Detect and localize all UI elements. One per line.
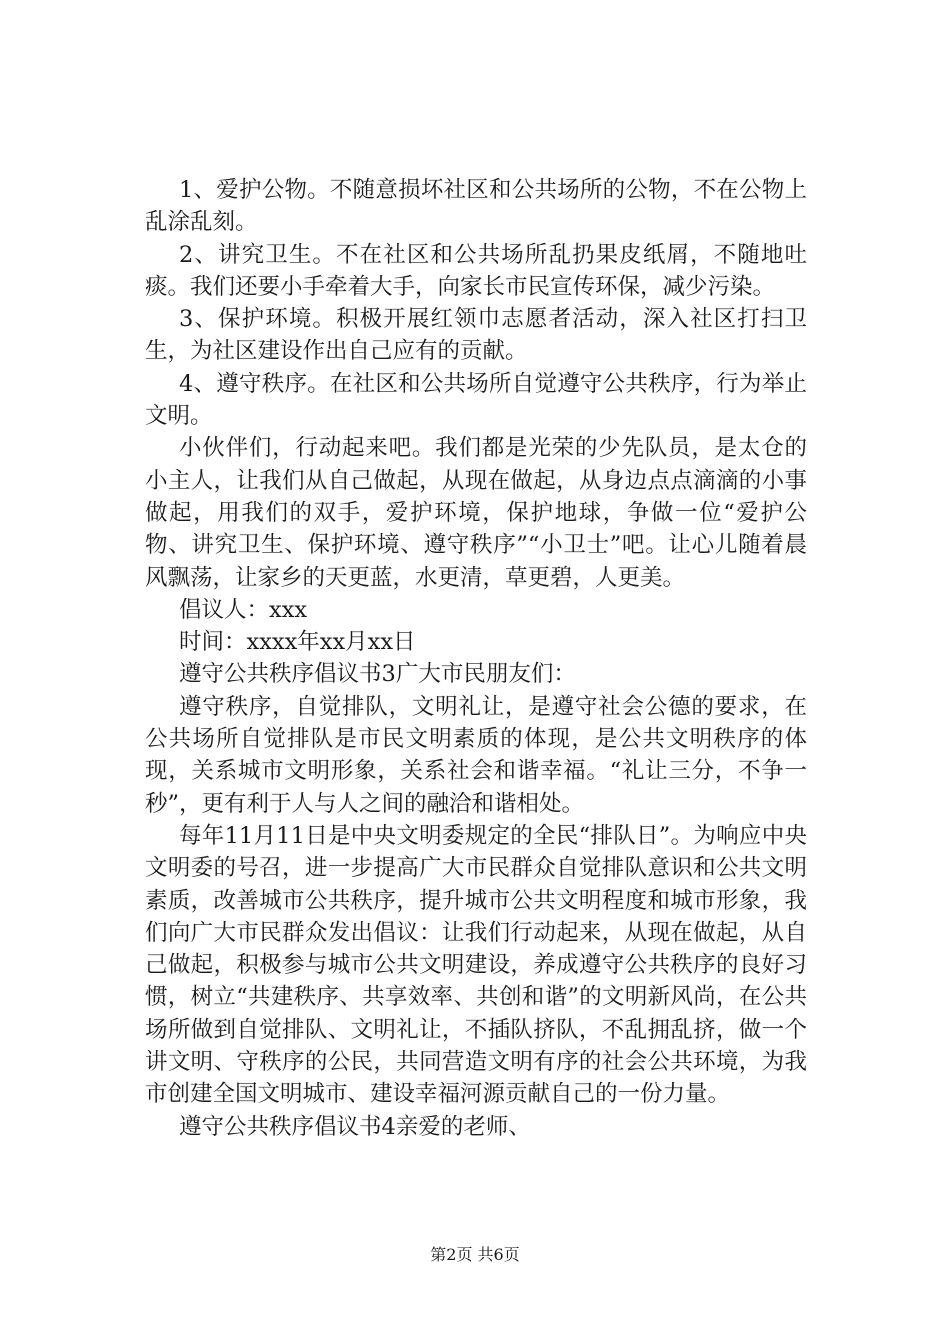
- section-heading-3: 遵守公共秩序倡议书3广大市民朋友们：: [179, 661, 576, 688]
- paragraph-item-1: 1、爱护公物。不随意损坏社区和公共场所的公物，不在公物上乱涂乱刻。: [145, 177, 807, 236]
- paragraph-item-3: 3、保护环境。积极开展红领巾志愿者活动，深入社区打扫卫生，为社区建设作出自己应有的贡献。: [145, 306, 807, 365]
- page-footer: 第2页 共6页: [430, 1245, 520, 1264]
- initiator-line: 倡议人：xxx: [179, 596, 308, 623]
- paragraph-item-4: 4、遵守秩序。在社区和公共场所自觉遵守公共秩序，行为举止文明。: [145, 370, 807, 430]
- paragraph-queue-intro: 遵守秩序，自觉排队，文明礼让，是遵守社会公德的要求，在公共场所自觉排队是市民文明素质的体现，是公共文明秩序的体现，关系城市文明形象，关系社会和谐幸福。“礼让三分，不争一秒”，更有利于人与人之间的融洽和谐相处。: [145, 693, 807, 817]
- section-heading-4: 遵守公共秩序倡议书4亲爱的老师、: [179, 1113, 531, 1140]
- paragraph-queue-day: 每年11月11日是中央文明委规定的全民“排队日”。为响应中央文明委的号召，进一步提高广大市民群众自觉排队意识和公共文明素质，改善城市公共秩序，提升城市公共文明程度和城市形象，我们向广大市民群众发出倡议：让我们行动起来，从现在做起，从自己做起，积极参与城市公共文明建设，养成遵守公共秩序的良好习惯，树立“共建秩序、共享效率、共创和谐”的文明新风尚，在公共场所做到自觉排队、文明礼让，不插队挤队，不乱拥乱挤，做一个讲文明、守秩序的公民，共同营造文明有序的社会公共环境，为我市创建全国文明城市、建设幸福河源贡献自己的一份力量。: [145, 822, 807, 1108]
- date-line: 时间：xxxx年xx月xx日: [179, 629, 416, 656]
- document-body: [145, 174, 807, 1143]
- paragraph-call-to-action: 小伙伴们，行动起来吧。我们都是光荣的少先队员，是太仓的小主人，让我们从自己做起，从现在做起，从身边点点滴滴的小事做起，用我们的双手，爱护环境，保护地球，争做一位“爱护公物、讲究卫生、保护环境、遵守秩序”“小卫士”吧。让心儿随着晨风飘荡，让家乡的天更蓝，水更清，草更碧，人更美。: [145, 435, 807, 591]
- paragraph-item-2: 2、讲究卫生。不在社区和公共场所乱扔果皮纸屑，不随地吐痰。我们还要小手牵着大手，向家长市民宣传环保，减少污染。: [145, 241, 807, 300]
